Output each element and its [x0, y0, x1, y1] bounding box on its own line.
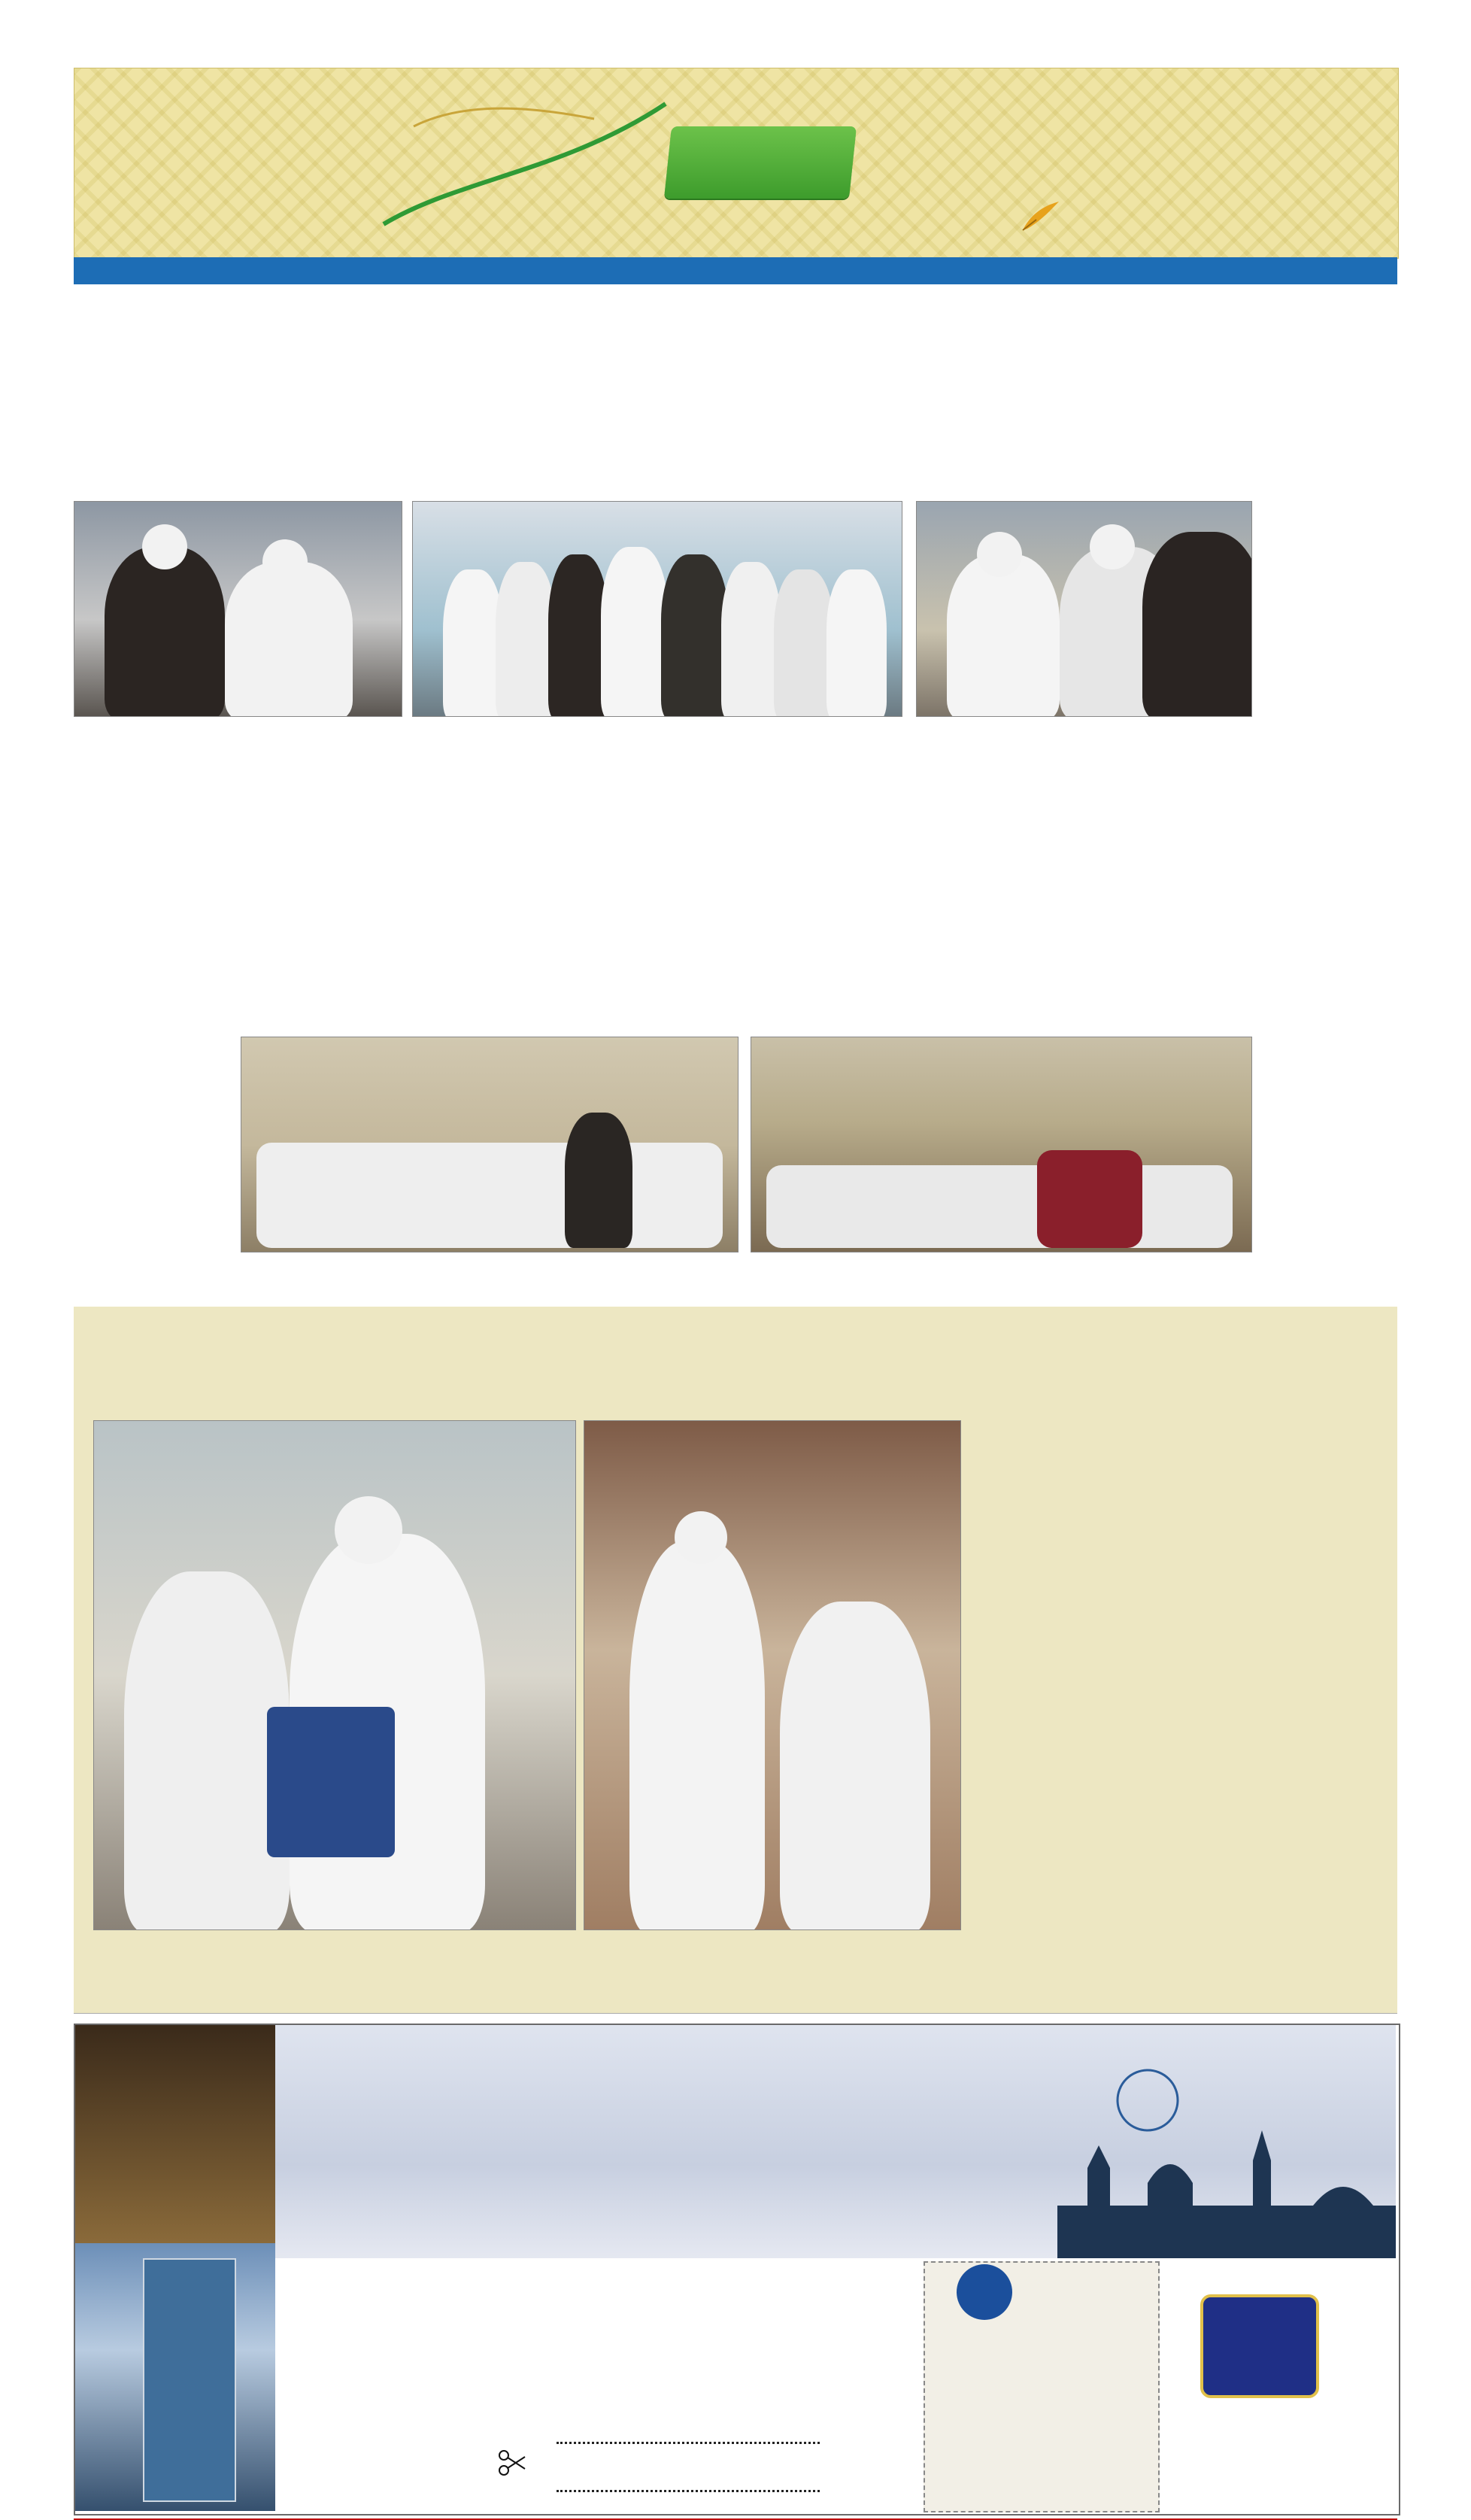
article1-photo-3[interactable] — [74, 501, 402, 717]
newspaper-logo[interactable] — [1020, 197, 1197, 242]
hotel-photo-building — [75, 2243, 275, 2511]
quill-icon — [1020, 200, 1062, 233]
issue-bar — [74, 257, 1397, 284]
prize-row-1 — [534, 2272, 910, 2309]
article2-column-1 — [1166, 1443, 1391, 1969]
article1-column-1 — [1254, 522, 1397, 1267]
mosque-skyline-icon — [1057, 2033, 1396, 2258]
article1-column-2 — [1083, 757, 1241, 1024]
article2-column-2 — [974, 1420, 1154, 1977]
ramadan-calligraphy — [369, 74, 677, 254]
best-western-logo — [1200, 2294, 1319, 2398]
article1-photo-5[interactable] — [241, 1037, 739, 1252]
article1-column-4 — [751, 757, 908, 1024]
article1-photo-1[interactable] — [916, 501, 1252, 717]
article1-column-8 — [74, 757, 232, 1276]
hotel-side-panel — [75, 2025, 275, 2511]
coupon-mobile-input[interactable] — [557, 2490, 820, 2492]
contest-number-badge — [957, 2264, 1012, 2320]
hotel-photo-pool — [75, 2025, 275, 2243]
article1-column-7 — [241, 757, 399, 1024]
prize-row-3 — [308, 2359, 910, 2397]
article1-photo-2[interactable] — [412, 501, 902, 717]
article1-column-5 — [578, 757, 736, 1024]
article2-photo-2[interactable] — [93, 1420, 576, 1930]
hotel-building-tower — [143, 2258, 236, 2502]
article1-photo-4[interactable] — [751, 1037, 1252, 1252]
hotel-price-row — [278, 2099, 541, 2144]
section-badge — [664, 126, 857, 199]
ad-top-divider — [74, 2013, 1397, 2014]
contest-rules-text — [937, 2355, 1146, 2505]
article1-column-6 — [412, 757, 570, 1024]
prize-row-2 — [534, 2315, 910, 2353]
coupon-name-input[interactable] — [557, 2442, 820, 2444]
article1-column-3 — [916, 757, 1074, 1024]
article2-photo-1[interactable] — [584, 1420, 961, 1930]
scissors-icon — [496, 2448, 526, 2478]
calligraphy-flourish-icon — [369, 74, 677, 254]
